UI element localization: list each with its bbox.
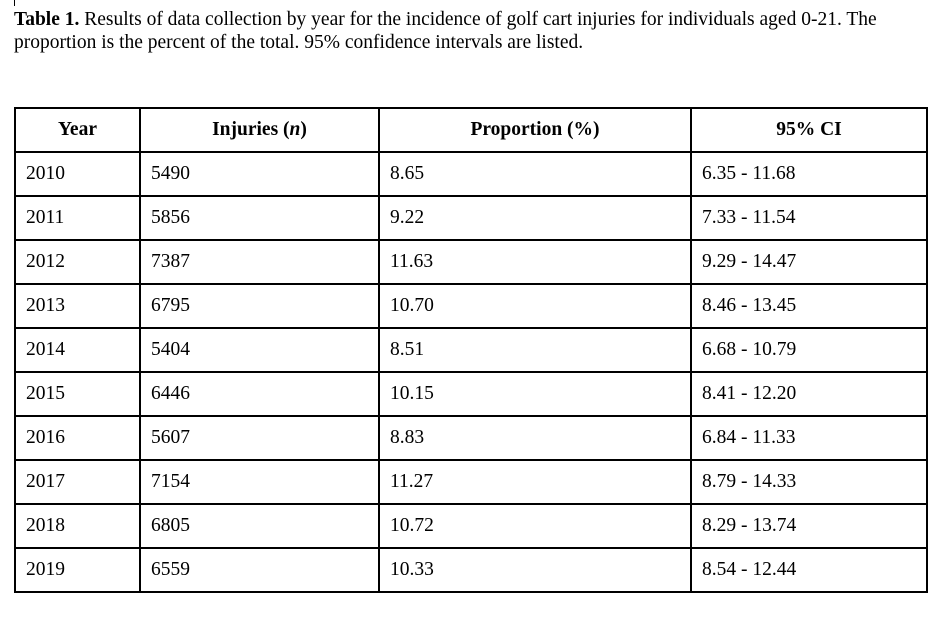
header-proportion: Proportion (%) [379,108,691,152]
table-row [15,240,927,284]
header-injuries-text: Injuries ( [212,119,290,140]
cell-ci: 8.29 - 13.74 [691,504,927,548]
table-body [15,152,927,592]
table-row [15,196,927,240]
cell-proportion: 10.33 [379,548,691,592]
cell-ci: 6.35 - 11.68 [691,152,927,196]
cell-ci: 8.54 - 12.44 [691,548,927,592]
caption-label: Table 1. [14,9,80,30]
cell-ci: 8.41 - 12.20 [691,372,927,416]
table-row [15,152,927,196]
table-row [15,504,927,548]
cell-injuries: 5856 [140,196,379,240]
table-row [15,416,927,460]
header-year: Year [15,108,140,152]
cell-year: 2017 [15,460,140,504]
cell-year: 2011 [15,196,140,240]
cell-injuries: 7154 [140,460,379,504]
cell-proportion: 8.83 [379,416,691,460]
cell-ci: 6.84 - 11.33 [691,416,927,460]
cell-injuries: 5490 [140,152,379,196]
cell-year: 2018 [15,504,140,548]
injury-data-table [14,107,928,593]
header-injuries [140,108,379,152]
cell-injuries: 5404 [140,328,379,372]
text-cursor-mark [14,0,15,6]
table-row [15,284,927,328]
cell-proportion: 10.72 [379,504,691,548]
cell-injuries: 6805 [140,504,379,548]
caption-text: Results of data collection by year for the incidence of golf cart injuries for individuals aged 0-21. The proportion is the percent of the total. 95% confidence intervals are listed. [14,9,877,53]
table-row [15,460,927,504]
cell-year: 2013 [15,284,140,328]
cell-proportion: 11.63 [379,240,691,284]
cell-injuries: 5607 [140,416,379,460]
cell-injuries: 6795 [140,284,379,328]
cell-year: 2010 [15,152,140,196]
cell-year: 2019 [15,548,140,592]
cell-injuries: 6446 [140,372,379,416]
cell-ci: 8.46 - 13.45 [691,284,927,328]
header-ci: 95% CI [691,108,927,152]
cell-ci: 7.33 - 11.54 [691,196,927,240]
cell-ci: 6.68 - 10.79 [691,328,927,372]
table-caption [14,8,929,54]
header-row [15,108,927,152]
cell-proportion: 10.70 [379,284,691,328]
cell-year: 2012 [15,240,140,284]
table-row [15,372,927,416]
cell-year: 2015 [15,372,140,416]
cell-ci: 9.29 - 14.47 [691,240,927,284]
header-injuries-close: ) [300,119,307,140]
cell-proportion: 9.22 [379,196,691,240]
cell-injuries: 6559 [140,548,379,592]
table-row [15,548,927,592]
cell-proportion: 8.65 [379,152,691,196]
cell-proportion: 11.27 [379,460,691,504]
cell-ci: 8.79 - 14.33 [691,460,927,504]
cell-year: 2014 [15,328,140,372]
cell-proportion: 8.51 [379,328,691,372]
header-injuries-variable: n [289,119,301,140]
cell-year: 2016 [15,416,140,460]
cell-injuries: 7387 [140,240,379,284]
cell-proportion: 10.15 [379,372,691,416]
table-row [15,328,927,372]
